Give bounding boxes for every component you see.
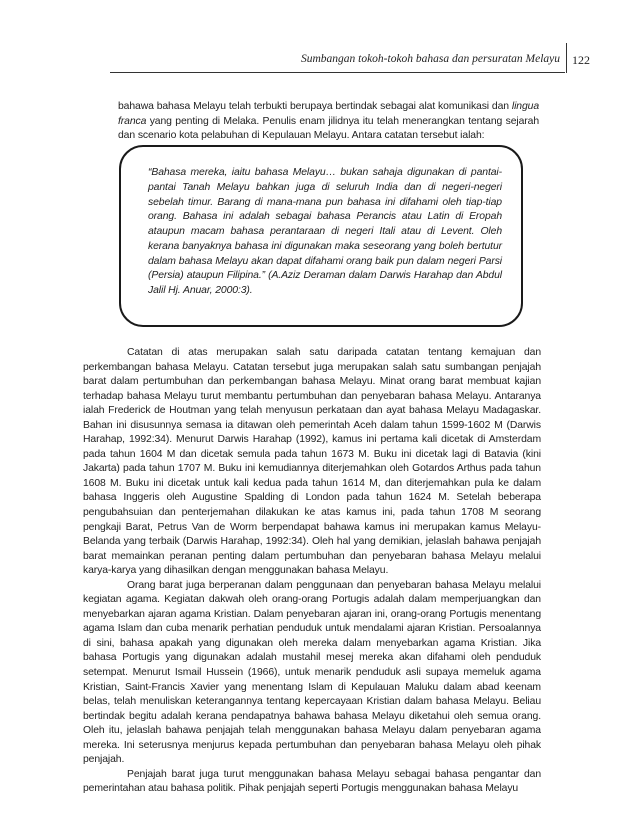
body-text [83, 346, 541, 797]
intro-paragraph [118, 100, 539, 144]
block-quote: “Bahasa mereka, iaitu bahasa Melayu… bukan sahaja digunakan di pantai-pantai Tanah Melayu bahkan juga di seluruh India dan di negeri-negeri sebelah timur. Barang di mana-mana pun bahasa ini difahami oleh tiap-tiap orang. Bahasa ini adalah sebagai bahasa Perancis atau Latin di Eropah ataupun macam bahasa perantaraan di negeri Itali atau di Levent. Oleh kerana banyaknya bahasa ini digunakan maka seseorang yang boleh bertutur dalam bahasa Melayu akan dapat difahami orang baik pun dalam negeri Parsi (Persia) ataupun Filipina.” (A.Aziz Deraman dalam Darwis Harahap dan Abdul Jalil Hj. Anuar, 2000:3). [148, 167, 502, 296]
body-paragraph: Orang barat juga berperanan dalam penggunaan dan penyebaran bahasa Melayu melalui kegiatan agama. Kegiatan dakwah oleh orang-orang Portugis adalah dalam memperjuangkan dan menyebarkan ajaran agama Kristian. Dalam penyebaran ajaran ini, orang-orang Portugis menentang agama Islam dan cuba menarik perhatian penduduk untuk mendalami ajaran Kristian. Persoalannya di sini, bahasa apakah yang digunakan oleh mereka dalam menyebarkan agama Kristian. Jika bahasa Portugis yang digunakan adalah mustahil mesej mereka akan difahami oleh penduduk setempat. Menurut Ismail Hussein (1966), untuk menarik penduduk asli supaya memeluk agama Kristian, Saint-Francis Xavier yang menentang Islam di Kepulauan Maluku dalam abad keenam belas, telah menuliskan keterangannya tentang kepercayaan Kristian dalam bahasa Melayu. Beliau bertindak begitu adalah kerana pendapatnya bahawa bahasa Melayu diketahui oleh semua orang. Oleh itu, jelaslah bahawa penjajah telah menggunakan bahasa Melayu dalam penyebaran agama mereka. Ini seterusnya menjurus kepada pertumbuhan dan penyebaran bahasa Melayu oleh pihak penjajah. [83, 579, 541, 766]
body-paragraph: Catatan di atas merupakan salah satu daripada catatan tentang kemajuan dan perkembangan bahasa Melayu. Catatan tersebut juga merupakan salah satu sumbangan penjajah barat dalam pertumbuhan dan perkembangan bahasa Melayu. Minat orang barat membuat kajian terhadap bahasa Melayu turut membantu pertumbuhan dan penyebaran bahasa Melayu. Antaranya ialah Frederick de Houtman yang telah menyusun perkataan dan ayat bahasa Melayu Madagaskar. Bahan ini disusunnya semasa ia ditawan oleh pemerintah Aceh dalam tahun 1599-1602 M (Darwis Harahap, 1992:34). Menurut Darwis Harahap (1992), kamus ini pertama kali dicetak di Amsterdam pada tahun 1604 M dan dicetak semula pada tahun 1673 M. Buku ini dicetak lagi di Batavia (kini Jakarta) pada tahun 1707 M. Buku ini kemudiannya diterjemahkan oleh Gotardos Arthus pada tahun 1608 M. Buku ini dicetak untuk kali kedua pada tahun 1614 M, dan diterjemahkan pula ke dalam bahasa Inggeris oleh Augustine Spalding di London pada tahun 1624 M. Setelah beberapa pengubahsuian dan penterjemahan dilakukan ke atas kamus ini, pada tahun 1708 M seorang pengkaji Barat, Petrus Van de Worm berpendapat bahawa kamus ini merupakan kamus Melayu-Belanda yang terbaik (Darwis Harahap, 1992:34). Oleh hal yang demikian, jelaslah bahawa penjajah barat memainkan peranan penting dalam pertumbuhan dan penyebaran bahasa Melayu melalui karya-karya yang dihasilkan dengan menggunakan bahasa Melayu. [83, 347, 541, 577]
body-paragraph: Penjajah barat juga turut menggunakan bahasa Melayu sebagai bahasa pengantar dan pemerintahan atau bahasa politik. Pihak penjajah seperti Portugis menggunakan bahasa Melayu [83, 768, 541, 795]
intro-italic-term: lingua franca [118, 101, 539, 127]
header-vertical-rule [566, 43, 567, 73]
page-number: 122 [572, 53, 590, 67]
running-header-title: Sumbangan tokoh-tokoh bahasa dan persuratan Melayu [300, 53, 560, 65]
header-horizontal-rule [110, 72, 565, 73]
intro-text-part1: bahawa bahasa Melayu telah terbukti berupaya bertindak sebagai alat komunikasi dan [118, 101, 512, 112]
intro-text-part2: yang penting di Melaka. Penulis enam jilidnya itu telah menerangkan tentang sejarah dan scenario kota pelabuhan di Kepulauan Melayu. Antara catatan tersebut ialah: [118, 115, 539, 142]
